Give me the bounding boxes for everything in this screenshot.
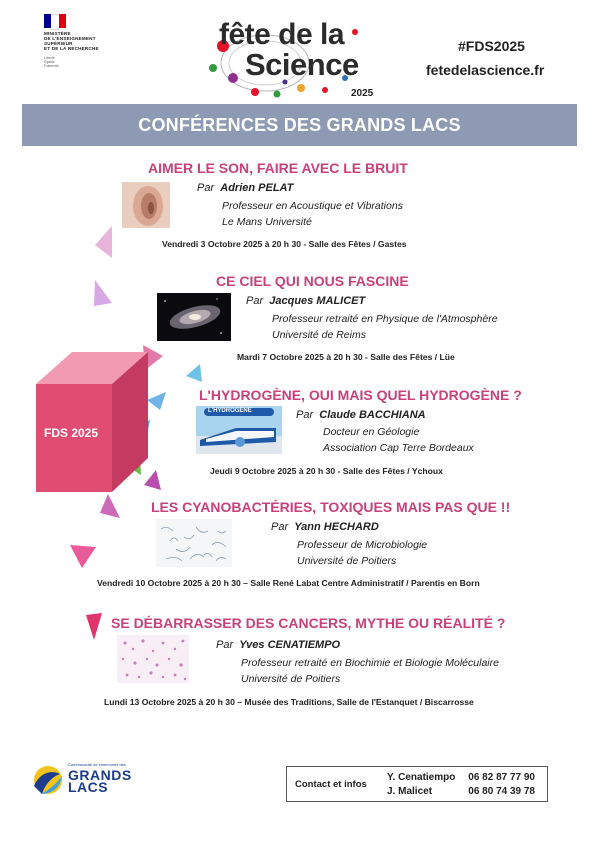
contact-phone[interactable]: 06 80 74 39 78: [468, 786, 535, 797]
talk-title: AIMER LE SON, FAIRE AVEC LE BRUIT: [148, 160, 408, 176]
hydrogen-train-photo: [196, 406, 282, 454]
grands-lacs-subtitle: Communauté de communes des: [68, 762, 126, 767]
ministry-motto: Liberté Égalité Fraternité: [44, 56, 59, 68]
triangle-decoration-icon: [70, 545, 96, 568]
website-link[interactable]: fetedelascience.fr: [426, 62, 545, 78]
contact-name: Y. Cenatiempo: [387, 772, 456, 783]
speaker-description: Professeur retraité en Biochimie et Biologie Moléculaire Université de Poitiers: [241, 657, 499, 685]
ear-photo: [122, 182, 170, 228]
triangle-decoration-icon: [86, 613, 102, 640]
talk-date-venue: Vendredi 10 Octobre 2025 à 20 h 30 – Salle René Labat Centre Administratif / Parentis en Born: [97, 578, 480, 588]
speaker-description: Professeur en Acoustique et Vibrations Le Mans Université: [222, 200, 403, 228]
talk-date-venue: Mardi 7 Octobre 2025 à 20 h 30 - Salle des Fêtes / Lüe: [237, 352, 455, 362]
talk-date-venue: Vendredi 3 Octobre 2025 à 20 h 30 - Salle des Fêtes / Gastes: [162, 239, 407, 249]
talk-title: SE DÉBARRASSER DES CANCERS, MYTHE OU RÉALITÉ ?: [111, 615, 506, 631]
triangle-decoration-icon: [186, 364, 202, 382]
contact-label: Contact et infos: [295, 779, 367, 790]
triangle-decoration-icon: [144, 470, 161, 490]
hashtag: #FDS2025: [458, 38, 525, 54]
speaker-name: Yann HECHARD: [294, 521, 379, 533]
triangle-decoration-icon: [147, 392, 166, 410]
talk-title: L'HYDROGÈNE, OUI MAIS QUEL HYDROGÈNE ?: [199, 387, 522, 403]
speaker-description: Docteur en Géologie Association Cap Terre Bordeaux: [323, 426, 474, 454]
contact-row: [387, 785, 535, 799]
triangle-decoration-icon: [100, 494, 120, 518]
page-title: CONFÉRENCES DES GRANDS LACS: [138, 114, 461, 135]
logo-year: 2025: [351, 88, 374, 99]
contact-box: [286, 766, 548, 802]
grands-lacs-emblem-icon: [30, 760, 70, 804]
talk-date-venue: Jeudi 9 Octobre 2025 à 20 h 30 - Salle des Fêtes / Ychoux: [210, 466, 443, 476]
contact-phone[interactable]: 06 82 87 77 90: [468, 772, 535, 783]
speaker-name: Adrien PELAT: [220, 182, 294, 194]
image-caption: L'HYDROGÈNE: [208, 408, 252, 414]
grands-lacs-name: GRANDS LACS: [68, 767, 132, 795]
speaker-name: Jacques MALICET: [269, 295, 366, 307]
talk-title: LES CYANOBACTÉRIES, TOXIQUES MAIS PAS QUE !!: [151, 499, 511, 515]
speaker-name: Claude BACCHIANA: [319, 409, 426, 421]
cancer-cells-micrograph: [117, 635, 189, 683]
speaker-line: Par Yann HECHARD: [271, 521, 379, 533]
cube-label: FDS 2025: [44, 426, 99, 440]
talk-date-venue: Lundi 13 Octobre 2025 à 20 h 30 – Musée des Traditions, Salle de l'Estanquet / Biscarrosse: [104, 697, 474, 707]
speaker-line: Par Jacques MALICET: [246, 295, 366, 307]
logo-text-line1: fête de la: [219, 18, 345, 51]
speaker-description: Professeur de Microbiologie Université de Poitiers: [297, 539, 428, 567]
galaxy-photo: [157, 293, 231, 341]
triangle-decoration-icon: [95, 226, 112, 258]
cyanobacteria-micrograph: [156, 519, 232, 567]
speaker-line: Par Adrien PELAT: [197, 182, 294, 194]
triangle-decoration-icon: [94, 280, 112, 306]
contact-name: J. Malicet: [387, 786, 433, 797]
speaker-line: Par Claude BACCHIANA: [296, 409, 426, 421]
contact-list: [387, 771, 535, 799]
logo-text-line2: Science: [245, 47, 359, 82]
speaker-line: Par Yves CENATIEMPO: [216, 639, 341, 651]
ministry-name: MINISTÈRE DE L'ENSEIGNEMENT SUPÉRIEUR ET DE LA RECHERCHE: [44, 31, 99, 51]
speaker-name: Yves CENATIEMPO: [239, 639, 341, 651]
speaker-description: Professeur retraité en Physique de l'Atmosphère Université de Reims: [272, 313, 498, 341]
contact-row: [387, 771, 535, 785]
talk-title: CE CIEL QUI NOUS FASCINE: [216, 273, 409, 289]
